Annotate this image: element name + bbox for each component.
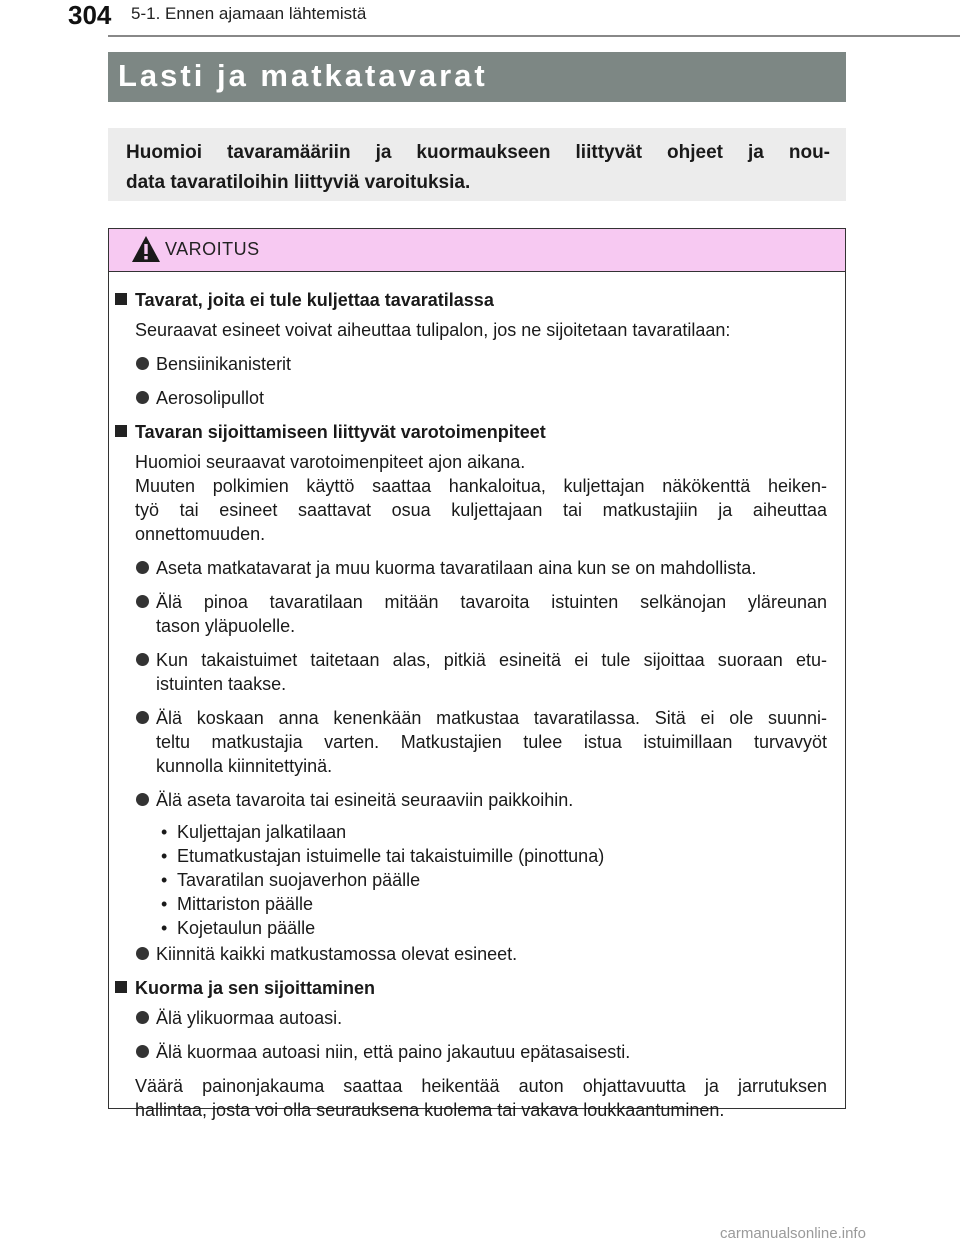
- circle-bullet-icon: [136, 947, 149, 960]
- intro-line: Huomioi tavaramääriin ja kuormaukseen liittyvät ohjeet ja nou-: [126, 142, 830, 163]
- list-item: [115, 942, 827, 966]
- list-item: [115, 1040, 827, 1064]
- list-item: [115, 556, 827, 580]
- section-heading-text: Kuorma ja sen sijoittaminen: [135, 978, 376, 998]
- list-item: [115, 706, 827, 778]
- chapter-label: 5-1. Ennen ajamaan lähtemistä: [131, 4, 367, 23]
- section-heading: [115, 288, 827, 312]
- list-item: [115, 352, 827, 376]
- text-line: työ tai esineet saattavat osua kuljettajaan tai matkustajiin ja aiheuttaa: [135, 500, 827, 520]
- warning-body: [109, 272, 845, 1122]
- list-item-text: Älä pinoa tavaratilaan mitään tavaroita istuinten selkänojan yläreunan: [156, 592, 827, 612]
- sub-list-item: • Tavaratilan suojaverhon päälle: [161, 868, 827, 892]
- square-bullet-icon: [115, 981, 127, 993]
- warning-box: [108, 228, 846, 1120]
- circle-bullet-icon: [136, 595, 149, 608]
- list-item-text: Älä aseta tavaroita tai esineitä seuraaviin paikkoihin.: [156, 790, 574, 810]
- warning-header: [109, 229, 845, 272]
- warning-triangle-icon: [131, 235, 161, 263]
- page-number: 304: [68, 0, 112, 30]
- list-item-text: Älä ylikuormaa autoasi.: [156, 1008, 343, 1028]
- list-item: [115, 590, 827, 638]
- title-banner: [108, 52, 846, 102]
- sub-list-item: • Kojetaulun päälle: [161, 916, 827, 940]
- list-item-text: tason yläpuolelle.: [156, 616, 296, 636]
- circle-bullet-icon: [136, 1045, 149, 1058]
- list-item-text: teltu matkustajia varten. Matkustajien tulee istua istuimillaan turvavyöt: [156, 732, 827, 752]
- circle-bullet-icon: [136, 1011, 149, 1024]
- watermark: carmanualsonline.info: [720, 1225, 866, 1242]
- section-heading: [115, 420, 827, 444]
- section-heading-text: Tavaran sijoittamiseen liittyvät varotoimenpiteet: [135, 422, 546, 442]
- list-item: [115, 1006, 827, 1030]
- square-bullet-icon: [115, 425, 127, 437]
- circle-bullet-icon: [136, 711, 149, 724]
- list-item: [115, 648, 827, 696]
- closing-text: [115, 1074, 827, 1122]
- section-text: [115, 450, 827, 546]
- list-item-text: Kiinnitä kaikki matkustamossa olevat esineet.: [156, 944, 518, 964]
- warning-label: VAROITUS: [165, 239, 260, 259]
- list-item-text: istuinten taakse.: [156, 674, 287, 694]
- text-line: Väärä painonjakauma saattaa heikentää auton ohjattavuutta ja jarrutuksen: [135, 1076, 827, 1096]
- text-line: hallintaa, josta voi olla seurauksena kuolema tai vakava loukkaantuminen.: [135, 1100, 725, 1120]
- list-item-text: Älä koskaan anna kenenkään matkustaa tavaratilassa. Sitä ei ole suunni-: [156, 708, 827, 728]
- section-heading: [115, 976, 827, 1000]
- list-item: [115, 386, 827, 410]
- section-heading-text: Tavarat, joita ei tule kuljettaa tavaratilassa: [135, 290, 494, 310]
- square-bullet-icon: [115, 293, 127, 305]
- circle-bullet-icon: [136, 793, 149, 806]
- sub-list-item: • Etumatkustajan istuimelle tai takaistuimille (pinottuna): [161, 844, 827, 868]
- list-item: [115, 788, 827, 812]
- list-item-text: Aerosolipullot: [156, 388, 265, 408]
- list-item-text: kunnolla kiinnitettyinä.: [156, 756, 333, 776]
- sub-list-item: • Kuljettajan jalkatilaan: [161, 820, 827, 844]
- header-rule: [108, 35, 960, 37]
- intro-line: data tavaratiloihin liittyviä varoituksia.: [126, 172, 471, 193]
- circle-bullet-icon: [136, 653, 149, 666]
- list-item-text: Kun takaistuimet taitetaan alas, pitkiä esineitä ei tule sijoittaa suoraan etu-: [156, 650, 827, 670]
- page-title: Lasti ja matkatavarat: [118, 58, 488, 93]
- text-line: onnettomuuden.: [135, 524, 266, 544]
- intro-text: [126, 138, 830, 198]
- list-item-text: Älä kuormaa autoasi niin, että paino jakautuu epätasaisesti.: [156, 1042, 631, 1062]
- intro-box: [108, 128, 846, 201]
- text-line: Muuten polkimien käyttö saattaa hankaloitua, kuljettajan näkökenttä heiken-: [135, 476, 827, 496]
- list-item-text: Aseta matkatavarat ja muu kuorma tavaratilaan aina kun se on mahdollista.: [156, 558, 757, 578]
- sub-list: [115, 820, 827, 940]
- circle-bullet-icon: [136, 357, 149, 370]
- text-line: Huomioi seuraavat varotoimenpiteet ajon aikana.: [135, 452, 526, 472]
- sub-list-item: • Mittariston päälle: [161, 892, 827, 916]
- list-item-text: Bensiinikanisterit: [156, 354, 292, 374]
- circle-bullet-icon: [136, 561, 149, 574]
- section-text: Seuraavat esineet voivat aiheuttaa tulipalon, jos ne sijoitetaan tavaratilaan:: [135, 320, 731, 340]
- circle-bullet-icon: [136, 391, 149, 404]
